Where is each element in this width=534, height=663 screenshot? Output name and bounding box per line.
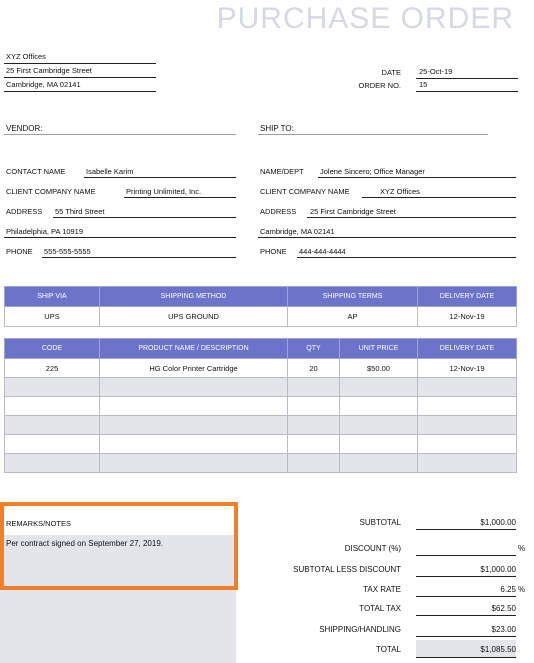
- company-street-underline: [4, 77, 156, 78]
- subtotal-label: SUBTOTAL: [359, 518, 401, 527]
- ship-to-name-label: NAME/DEPT: [260, 167, 304, 176]
- table-row: [5, 435, 517, 454]
- items-header-row: [5, 339, 517, 359]
- qty-cell[interactable]: [288, 435, 340, 454]
- subtotal-underline: [416, 529, 516, 530]
- shipping-method-cell[interactable]: UPS GROUND: [100, 307, 288, 327]
- notes-highlight-box: [0, 502, 238, 590]
- product-cell[interactable]: [100, 454, 288, 473]
- total-label: TOTAL: [375, 645, 401, 654]
- code-cell[interactable]: [5, 378, 100, 397]
- order-date-underline: [416, 78, 518, 79]
- order-number[interactable]: 15: [419, 80, 428, 89]
- item-delivery-cell[interactable]: [418, 435, 517, 454]
- total-tax-label: TOTAL TAX: [359, 604, 401, 613]
- unit-price-cell[interactable]: [340, 397, 418, 416]
- unit-price-cell[interactable]: [340, 454, 418, 473]
- table-row: [5, 359, 517, 378]
- unit-price-cell[interactable]: [340, 435, 418, 454]
- shipping-row: [5, 307, 517, 327]
- vendor-company[interactable]: Printing Unlimited, Inc.: [126, 187, 202, 196]
- ship-to-company-underline: [362, 197, 516, 198]
- unit-price-cell[interactable]: [340, 416, 418, 435]
- vendor-address-label: ADDRESS: [6, 207, 43, 216]
- shipping-handling-label: SHIPPING/HANDLING: [319, 625, 401, 634]
- table-row: [5, 378, 517, 397]
- ship-to-city[interactable]: Cambridge, MA 02141: [260, 227, 335, 236]
- vendor-address[interactable]: 55 Third Street: [55, 207, 105, 216]
- product-cell[interactable]: HG Color Printer Cartridge: [100, 359, 288, 378]
- ship-to-phone-label: PHONE: [260, 247, 287, 256]
- ship-to-city-underline: [258, 237, 516, 238]
- product-cell[interactable]: [100, 378, 288, 397]
- unit-price-cell[interactable]: [340, 378, 418, 397]
- vendor-heading-rule: [4, 134, 236, 135]
- shipping-header-row: [5, 287, 517, 307]
- vendor-company-underline: [124, 197, 236, 198]
- tax-rate-value[interactable]: 6.25: [500, 585, 516, 594]
- tax-rate-label: TAX RATE: [363, 585, 401, 594]
- order-number-label: ORDER NO.: [358, 81, 401, 90]
- ship-via-header: SHIP VIA: [5, 287, 100, 307]
- document-title: PURCHASE ORDER: [216, 2, 514, 35]
- qty-cell[interactable]: [288, 378, 340, 397]
- vendor-city[interactable]: Philadelphia, PA 10919: [6, 227, 84, 236]
- ship-to-heading: SHIP TO:: [260, 124, 294, 133]
- item-delivery-cell[interactable]: [418, 378, 517, 397]
- table-row: [5, 454, 517, 473]
- product-cell[interactable]: [100, 397, 288, 416]
- company-street: 25 First Cambridge Street: [6, 66, 92, 75]
- discount-label: DISCOUNT (%): [344, 544, 401, 553]
- qty-cell[interactable]: [288, 416, 340, 435]
- shipping-terms-header: SHIPPING TERMS: [288, 287, 418, 307]
- ship-to-phone-underline: [297, 257, 516, 258]
- total-value: $1,085.50: [480, 645, 516, 654]
- order-number-underline: [416, 91, 518, 92]
- subtotal-less-discount-underline: [416, 576, 516, 577]
- vendor-phone-label: PHONE: [6, 247, 33, 256]
- items-table: [4, 338, 517, 473]
- vendor-phone-underline: [42, 257, 236, 258]
- code-cell[interactable]: [5, 435, 100, 454]
- item-delivery-cell[interactable]: 12-Nov-19: [418, 359, 517, 378]
- vendor-contact-underline: [84, 177, 236, 178]
- notes-text[interactable]: Per contract signed on September 27, 2019.: [6, 539, 163, 548]
- vendor-city-underline: [4, 237, 236, 238]
- table-row: [5, 416, 517, 435]
- discount-unit: %: [518, 544, 526, 553]
- shipping-handling-value[interactable]: $23.00: [491, 625, 516, 634]
- notes-lower-area: [0, 585, 236, 663]
- qty-cell[interactable]: [288, 454, 340, 473]
- unit-price-header: UNIT PRICE: [340, 339, 418, 359]
- item-delivery-cell[interactable]: [418, 454, 517, 473]
- code-cell[interactable]: 225: [5, 359, 100, 378]
- company-name: XYZ Offices: [6, 52, 46, 61]
- company-city: Cambridge, MA 02141: [6, 80, 81, 89]
- subtotal-value: $1,000.00: [480, 518, 516, 527]
- vendor-contact[interactable]: Isabelle Karim: [86, 167, 134, 176]
- qty-header: QTY: [288, 339, 340, 359]
- qty-cell[interactable]: [288, 397, 340, 416]
- shipping-handling-underline: [416, 636, 516, 637]
- vendor-heading: VENDOR:: [6, 124, 43, 133]
- vendor-contact-label: CONTACT NAME: [6, 167, 66, 176]
- product-cell[interactable]: [100, 416, 288, 435]
- shipping-terms-cell[interactable]: AP: [288, 307, 418, 327]
- total-tax-value: $62.50: [491, 604, 516, 613]
- total-underline: [416, 657, 516, 658]
- product-cell[interactable]: [100, 435, 288, 454]
- notes-heading: REMARKS/NOTES: [6, 519, 72, 528]
- item-delivery-cell[interactable]: [418, 416, 517, 435]
- unit-price-cell[interactable]: $50.00: [340, 359, 418, 378]
- ship-to-phone[interactable]: 444-444-4444: [299, 247, 346, 256]
- vendor-phone[interactable]: 555-555-5555: [44, 247, 91, 256]
- tax-rate-underline: [416, 596, 516, 597]
- ship-to-heading-rule: [258, 134, 488, 135]
- subtotal-less-discount-label: SUBTOTAL LESS DISCOUNT: [293, 565, 401, 574]
- code-cell[interactable]: [5, 416, 100, 435]
- ship-to-company[interactable]: XYZ Offices: [380, 187, 420, 196]
- order-date[interactable]: 25-Oct-19: [419, 67, 453, 76]
- ship-via-cell[interactable]: UPS: [5, 307, 100, 327]
- item-delivery-date-header: DELIVERY DATE: [418, 339, 517, 359]
- date-label: DATE: [381, 68, 401, 77]
- code-cell[interactable]: [5, 454, 100, 473]
- ship-to-address[interactable]: 25 First Cambridge Street: [310, 207, 396, 216]
- company-city-underline: [4, 91, 156, 92]
- subtotal-less-discount-value: $1,000.00: [480, 565, 516, 574]
- code-cell[interactable]: [5, 397, 100, 416]
- ship-to-address-underline: [307, 217, 516, 218]
- product-header: PRODUCT NAME / DESCRIPTION: [100, 339, 288, 359]
- shipping-method-header: SHIPPING METHOD: [100, 287, 288, 307]
- vendor-address-underline: [53, 217, 236, 218]
- tax-rate-unit: %: [518, 585, 526, 594]
- code-header: CODE: [5, 339, 100, 359]
- discount-underline: [416, 555, 516, 556]
- ship-to-name-underline: [318, 177, 516, 178]
- delivery-date-header: DELIVERY DATE: [418, 287, 517, 307]
- company-name-underline: [4, 63, 156, 64]
- ship-to-company-label: CLIENT COMPANY NAME: [260, 187, 350, 196]
- shipping-table: [4, 286, 517, 327]
- delivery-date-cell[interactable]: 12-Nov-19: [418, 307, 517, 327]
- item-delivery-cell[interactable]: [418, 397, 517, 416]
- ship-to-name[interactable]: Jolene Sincero; Office Manager: [320, 167, 425, 176]
- vendor-company-label: CLIENT COMPANY NAME: [6, 187, 96, 196]
- ship-to-address-label: ADDRESS: [260, 207, 297, 216]
- total-tax-underline: [416, 615, 516, 616]
- qty-cell[interactable]: 20: [288, 359, 340, 378]
- table-row: [5, 397, 517, 416]
